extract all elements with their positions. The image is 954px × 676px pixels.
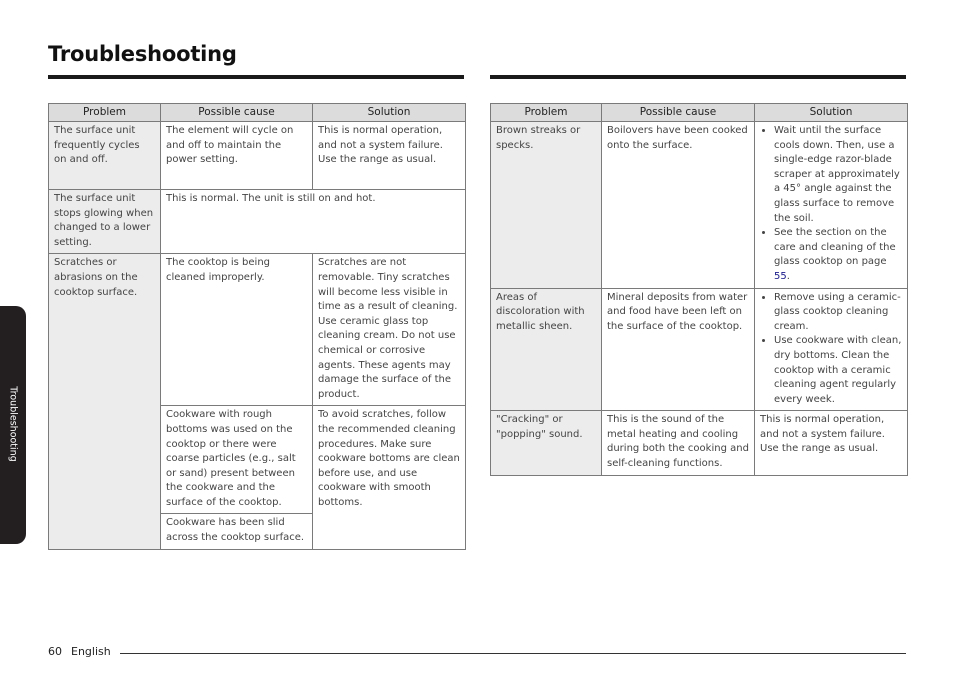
troubleshooting-table-right xyxy=(490,103,908,476)
side-tab-label: Troubleshooting xyxy=(7,386,19,462)
cause-cell: The cooktop is being cleaned improperly. xyxy=(161,254,313,406)
table-row xyxy=(491,122,908,289)
title-rule-left xyxy=(48,75,464,79)
problem-cell: Scratches or abrasions on the cooktop surface. xyxy=(49,254,161,549)
header-possible-cause: Possible cause xyxy=(602,104,755,122)
solution-cell: This is normal operation, and not a system failure. Use the range as usual. xyxy=(755,411,908,475)
header-solution: Solution xyxy=(755,104,908,122)
solution-cell: To avoid scratches, follow the recommended cleaning procedures. Make sure cookware bottoms are clean before use, and use cookware with smooth bottoms. xyxy=(313,406,466,549)
solution-item: • Remove using a ceramic-glass cooktop cleaning cream. xyxy=(774,291,902,335)
table-header-row xyxy=(49,104,466,122)
solution-item: • Use cookware with clean, dry bottoms. Clean the cooktop with a ceramic cleaning agent regularly every week. xyxy=(774,334,902,407)
solution-cell: Scratches are not removable. Tiny scratches will become less visible in time as a result of cleaning. Use ceramic glass top cleaning cream. Do not use chemical or corrosive agents. These agents may damage the surface of the product. xyxy=(313,254,466,406)
merged-cause-solution-cell: This is normal. The unit is still on and hot. xyxy=(161,190,466,254)
table-row xyxy=(49,122,466,190)
cause-cell: Boilovers have been cooked onto the surface. xyxy=(602,122,755,289)
header-problem: Problem xyxy=(491,104,602,122)
solution-list xyxy=(760,291,902,408)
solution-cell: This is normal operation, and not a system failure. Use the range as usual. xyxy=(313,122,466,190)
solution-cell xyxy=(755,122,908,289)
page-reference-link[interactable]: 55 xyxy=(774,270,787,282)
language-label: English xyxy=(71,645,111,658)
table-row xyxy=(491,288,908,411)
footer-rule xyxy=(120,653,906,654)
page-reference-suffix: . xyxy=(786,270,790,282)
title-rule-right xyxy=(490,75,906,79)
troubleshooting-table-left xyxy=(48,103,466,550)
header-possible-cause: Possible cause xyxy=(161,104,313,122)
solution-list xyxy=(760,124,902,285)
table-row xyxy=(49,254,466,406)
cause-cell: Mineral deposits from water and food have been left on the surface of the cooktop. xyxy=(602,288,755,411)
cause-cell: The element will cycle on and off to maintain the power setting. xyxy=(161,122,313,190)
problem-cell: "Cracking" or "popping" sound. xyxy=(491,411,602,475)
problem-cell: The surface unit frequently cycles on and off. xyxy=(49,122,161,190)
problem-cell: The surface unit stops glowing when changed to a lower setting. xyxy=(49,190,161,254)
solution-cell xyxy=(755,288,908,411)
header-solution: Solution xyxy=(313,104,466,122)
cause-cell: Cookware has been slid across the cooktop surface. xyxy=(161,514,313,549)
table-row xyxy=(49,190,466,254)
table-header-row xyxy=(491,104,908,122)
table-row xyxy=(491,411,908,475)
problem-cell: Areas of discoloration with metallic sheen. xyxy=(491,288,602,411)
cause-cell: Cookware with rough bottoms was used on the cooktop or there were coarse particles (e.g., salt or sand) present between the cookware and the surface of the cooktop. xyxy=(161,406,313,514)
solution-item-text: See the section on the care and cleaning of the glass cooktop on page xyxy=(774,227,896,268)
page-title: Troubleshooting xyxy=(48,42,237,66)
page-number: 60 xyxy=(48,645,62,658)
cause-cell: This is the sound of the metal heating and cooling during both the cooking and self-cleaning functions. xyxy=(602,411,755,475)
problem-cell: Brown streaks or specks. xyxy=(491,122,602,289)
solution-item: • Wait until the surface cools down. Then, use a single-edge razor-blade scraper at approximately a 45° angle against the glass surface to remove the soil. xyxy=(774,124,902,226)
header-problem: Problem xyxy=(49,104,161,122)
solution-item xyxy=(774,226,902,284)
